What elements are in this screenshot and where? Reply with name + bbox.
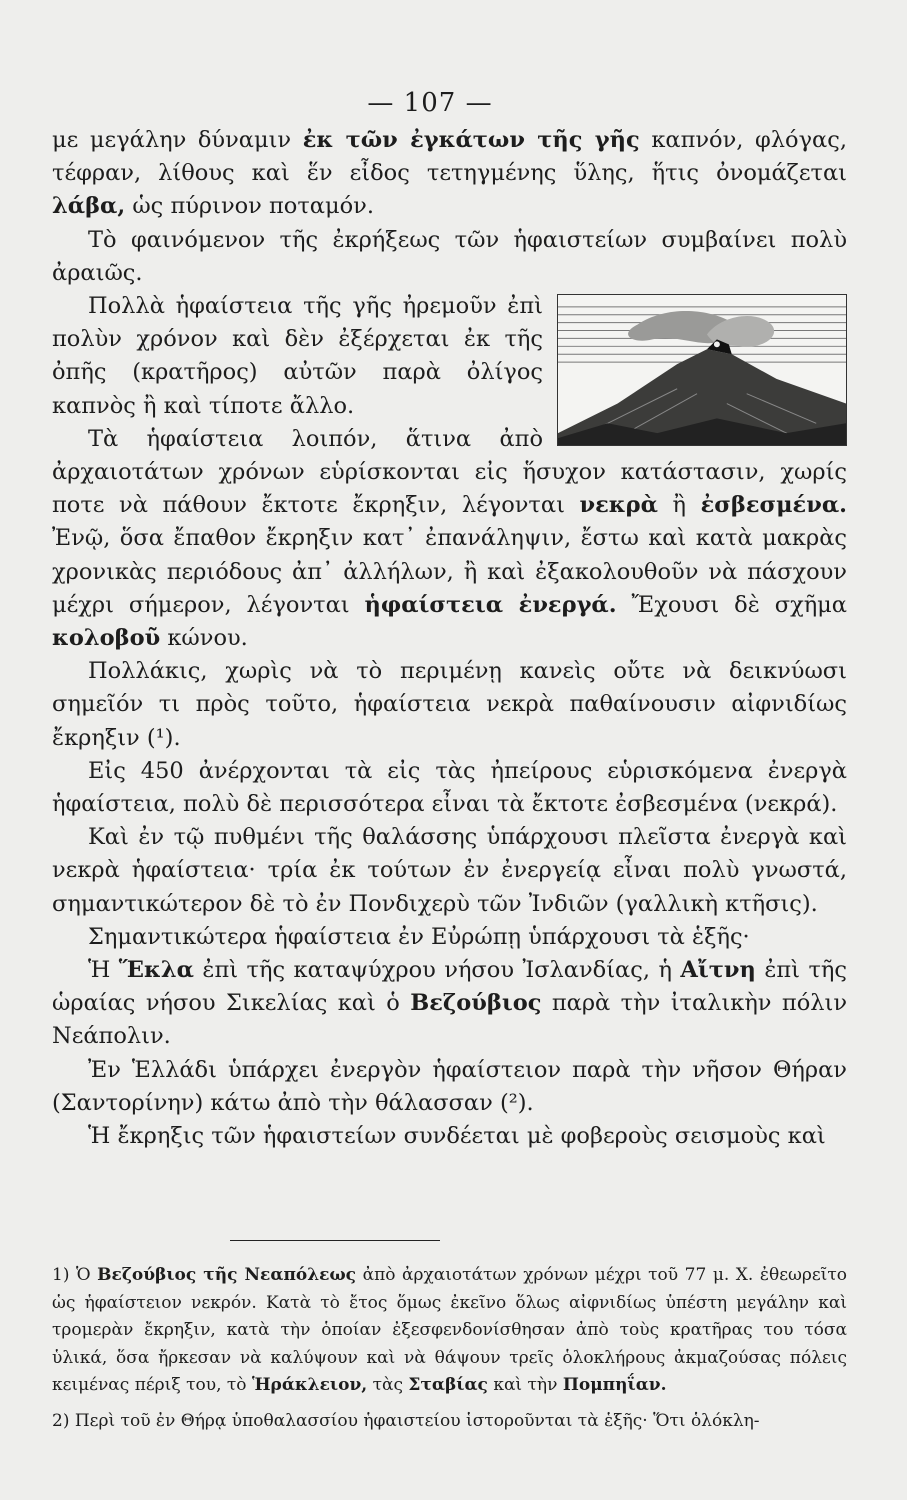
emphasis: Ἕκλα [118, 957, 194, 984]
emphasis: Πομπηΐαν. [562, 1375, 667, 1396]
page-number: — 107 — [367, 88, 493, 118]
emphasis: Αἴτνη [680, 957, 756, 984]
text-run: ἢ [657, 492, 701, 519]
footnotes [52, 1262, 847, 1444]
text-run: Ἐνῷ, ὅσα ἔπαθον ἔκρηξιν κατ᾿ ἐπανάληψιν, ἔστω καὶ κατὰ μακρὰς χρονικὰς περιόδους ἀπ᾿ ἀλλήλων, ἢ καὶ ἐξακολουθοῦν νὰ πάσχουν μέχρι σήμερον, λέγονται [52, 525, 847, 618]
text-run: παρὰ τὴν ἰταλικὴν πόλιν Νεάπολιν. [52, 990, 848, 1050]
volcano-drawing [558, 295, 846, 445]
paragraph-11: Ἡ ἔκρηξις τῶν ἡφαιστείων συνδέεται μὲ φοβεροὺς σεισμοὺς καὶ [88, 1123, 826, 1150]
emphasis: ἐσβεσμένα. [700, 492, 847, 519]
paragraph-3: Πολλὰ ἡφαίστεια τῆς γῆς ἠρεμοῦν ἐπὶ πολὺν χρόνον καὶ δὲν ἐξέρχεται ἐκ τῆς ὀπῆς (κρατῆρος) αὐτῶν παρὰ ὀλίγος καπνὸς ἢ καὶ τίποτε ἄλλο. [52, 293, 543, 419]
paragraph-6: Εἰς 450 ἀνέρχονται τὰ εἰς τὰς ἠπείρους εὑρισκόμενα ἐνεργὰ ἡφαίστεια, πολὺ δὲ περισσότερα εἶναι τὰ ἔκτοτε ἐσβεσμένα (νεκρά). [52, 757, 847, 818]
emphasis: Σταβίας [408, 1375, 488, 1396]
emphasis: ἡφαίστεια ἐνεργά. [364, 591, 617, 618]
main-text [52, 124, 847, 1153]
text-run: καὶ τὴν [487, 1375, 563, 1396]
paragraph-1 [52, 124, 847, 224]
text-run: με μεγάλην δύναμιν [52, 127, 303, 153]
emphasis: λάβα, [52, 193, 126, 220]
paragraph-10: Ἐν Ἑλλάδι ὑπάρχει ἐνεργὸν ἡφαίστειον παρὰ τὴν νῆσον Θήραν (Σαντορίνην) κάτω ἀπὸ τὴν θάλασσαν (²). [52, 1056, 847, 1116]
text-run: ἐπὶ τῆς ὡραίας νήσου Σικελίας καὶ ὁ [52, 957, 847, 1017]
text-run: κώνου. [160, 625, 248, 652]
emphasis: Ἡράκλειον, [251, 1375, 368, 1396]
paragraph-2: Τὸ φαινόμενον τῆς ἐκρήξεως τῶν ἡφαιστείων συμβαίνει πολὺ ἀραιῶς. [52, 226, 847, 286]
volcano-illustration [557, 294, 847, 446]
text-run: ἐπὶ τῆς καταψύχρου νήσου Ἰσλανδίας, ἡ [193, 957, 681, 984]
text-run: ὡς πύρινον ποταμόν. [125, 193, 374, 220]
text-run: καπνόν, φλόγας, τέφραν, λίθους καὶ ἕν εἶδος τετηγμένης ὕλης, ἥτις ὀνομάζεται [52, 127, 848, 187]
emphasis: Βεζούβιος [410, 990, 542, 1017]
footnote-1 [52, 1262, 847, 1400]
text-run: Ἔχουσι δὲ σχῆμα [616, 591, 848, 618]
footnote-divider [230, 1240, 440, 1241]
text-run: Τὰ ἡφαίστεια λοιπόν, ἅτινα ἀπὸ ἀρχαιοτάτων χρόνων εὑρίσκονται εἰς ἥσυχον κατάστασιν, χωρίς ποτε νὰ πάθουν ἔκτοτε ἔκρηξιν, λέγονται [52, 425, 847, 519]
emphasis: Βεζούβιος τῆς Νεαπόλεως [97, 1265, 357, 1285]
emphasis: νεκρὰ [579, 492, 658, 519]
paragraph-7: Καὶ ἐν τῷ πυθμένι τῆς θαλάσσης ὑπάρχουσι πλεῖστα ἐνεργὰ καὶ νεκρὰ ἡφαίστεια· τρία ἐκ τούτων ἐν ἐνεργείᾳ εἶναι πολὺ γνωστά, σημαντικώτερον δὲ τὸ ἐν Πονδιχερὺ τῶν Ἰνδιῶν (γαλλικὴ κτῆσις). [52, 824, 847, 917]
text-run: τὰς [367, 1375, 409, 1396]
text-run: 1) Ὁ [52, 1265, 98, 1285]
footnote-2: 2) Περὶ τοῦ ἐν Θήρᾳ ὑποθαλασσίου ἡφαιστείου ἱστοροῦνται τὰ ἑξῆς· Ὅτι ὁλόκλη- [52, 1410, 760, 1431]
text-run: Ἡ [88, 957, 119, 984]
text-run: ἀπὸ ἀρχαιοτάτων χρόνων μέχρι τοῦ 77 μ. Χ. ἐθεωρεῖτο ὡς ἡφαίστειον νεκρόν. Κατὰ τὸ ἔτος ὅμως ἐκεῖνο ὅλως αἰφνιδίως ὑπέστη μεγάλην καὶ τρομερὰν ἔκρηξιν, κατὰ τὴν ὁποίαν ἐξεσφενδονίσθησαν ἀπὸ τοὺς κρατῆρας του τόσα ὑλικά, ὅσα ἤρκεσαν νὰ καλύψουν καὶ νὰ θάψουν τρεῖς ὁλοκλήρους ἀκμαζούσας πόλεις κειμένας πέριξ του, τὸ [52, 1265, 847, 1396]
paragraph-9 [52, 954, 847, 1054]
paragraph-8: Σημαντικώτερα ἡφαίστεια ἐν Εὐρώπῃ ὑπάρχουσι τὰ ἑξῆς· [88, 923, 750, 950]
emphasis: κολοβοῦ [52, 625, 161, 652]
emphasis: ἐκ τῶν ἐγκάτων τῆς γῆς [302, 127, 640, 153]
paragraph-4 [52, 423, 847, 655]
paragraph-5: Πολλάκις, χωρὶς νὰ τὸ περιμένῃ κανεὶς οὔτε νὰ δεικνύωσι σημεῖόν τι πρὸς τοῦτο, ἡφαίστεια νεκρὰ παθαίνουσιν αἰφνιδίως ἔκρηξιν (¹). [52, 658, 847, 751]
